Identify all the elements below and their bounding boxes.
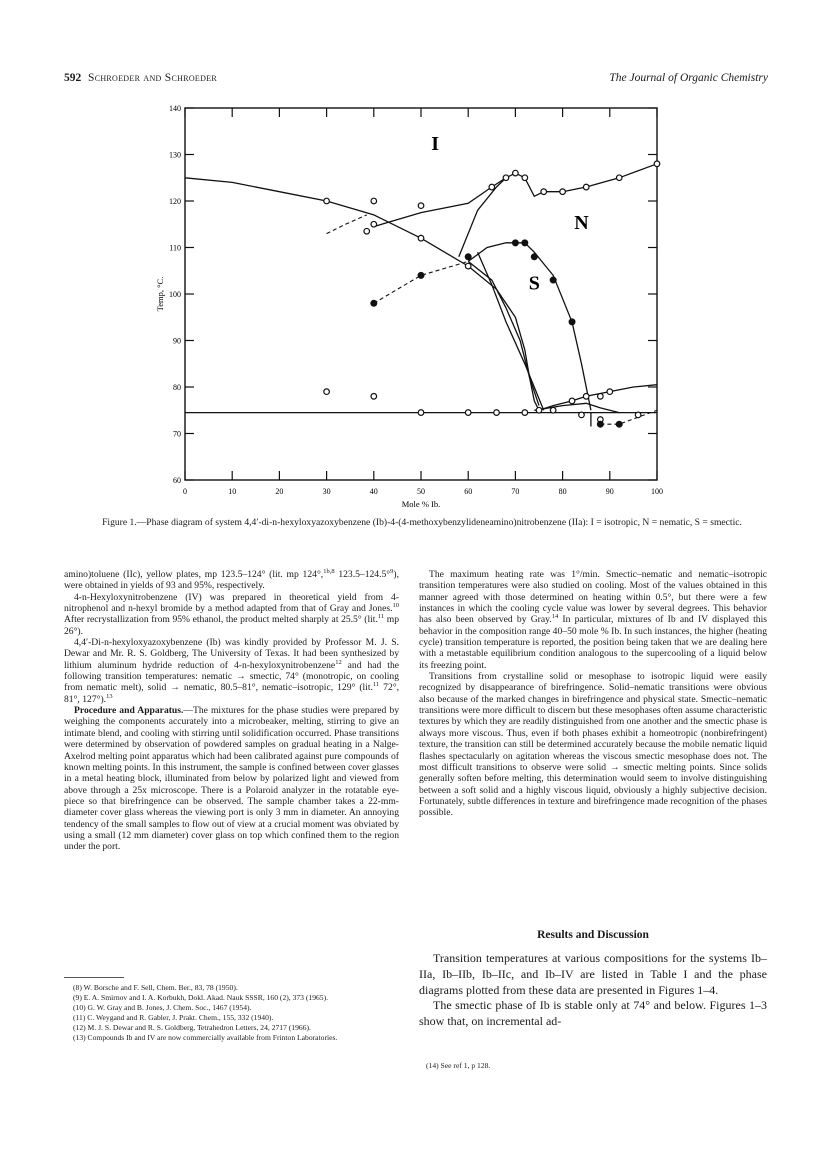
figure-caption: Figure 1.—Phase diagram of system 4,4′-di-n-hexyloxyazoxybenzene (Ib)-4-(4-methoxybenzylideneamino)nitrobenzene (IIa): I = isotropic, N = nematic, S = smectic. (102, 517, 742, 528)
x-tick-label: 50 (417, 487, 425, 496)
data-point-open (522, 175, 528, 181)
footnote: (8) W. Borsche and F. Sell, Chem. Ber., 83, 78 (1950). (73, 983, 238, 992)
paragraph: The smectic phase of Ib is stable only at 74° and below. Figures 1–3 show that, on incremental ad- (419, 998, 767, 1029)
data-point-filled (569, 319, 575, 325)
running-header (64, 72, 768, 90)
footnote: (10) G. W. Gray and B. Jones, J. Chem. Soc., 1467 (1954). (73, 1002, 252, 1012)
data-point-open (494, 410, 500, 416)
footnote: (13) Compounds Ib and IV are now commercially available from Frinton Laboratories. (73, 1032, 338, 1042)
data-point-open (513, 170, 519, 176)
data-point-open (560, 189, 566, 195)
y-tick-label: 120 (169, 197, 181, 206)
data-point-open (598, 394, 604, 400)
data-point-open (583, 394, 589, 400)
x-tick-label: 70 (511, 487, 520, 496)
y-axis-label: Temp, °C. (155, 276, 165, 312)
data-point-filled (465, 254, 471, 260)
data-point-open (489, 184, 495, 190)
x-tick-label: 40 (369, 487, 378, 496)
x-tick-label: 20 (275, 487, 284, 496)
footnote: (11) C. Weygand and R. Gabler, J. Prakt. Chem., 155, 332 (1940). (73, 1012, 274, 1022)
data-point-open (465, 263, 471, 269)
data-point-open (616, 175, 622, 181)
data-point-open (371, 394, 377, 400)
data-point-open (579, 412, 585, 418)
x-tick-label: 100 (651, 487, 663, 496)
data-point-open (536, 407, 542, 413)
data-point-open (607, 389, 613, 395)
data-point-open (418, 410, 424, 416)
paragraph: Procedure and Apparatus.—The mixtures for the phase studies were prepared by weighing the components accurately into a microbeaker, melting, stirring to give an intimate blend, and cooling with stirring until solidification occurred. Phase transitions were determined by observation of powdered samples on gradual heating in a Nalge-Axelrod melting point apparatus which had been calibrated against pure compounds of known melting points. In this instrument, the sample is confined between cover glasses in a metal heating block, illuminated from below by polarized light and viewed from above through a 25x microscope. There is a Polaroid analyzer in the rotatable eye-piece so that birefringence can be observed. The sample chamber takes a 22-mm-diameter cover glass whereas the viewing port is only 3 mm in diameter. An annoying tendency of the small samples to flow out of view at a crucial moment was obviated by using a small (12 mm diameter) cover glass on top which confined them to the region under the port. (64, 705, 399, 853)
region-label: I (431, 132, 440, 155)
dashed-line-upper (327, 215, 367, 234)
liquidus-curve-I-S (185, 178, 539, 410)
data-point-filled (531, 254, 537, 260)
data-point-open (371, 198, 377, 204)
paragraph: Transition temperatures at various compositions for the systems Ib–IIa, Ib–IIb, Ib–IIc, and Ib–IV are listed in Table I and the phase diagrams plotted from these data are presented in Figures 1–4. (419, 951, 767, 997)
data-point-open (364, 228, 370, 234)
paragraph: The maximum heating rate was 1°/min. Smectic–nematic and nematic–isotropic transition temperatures were also studied on cooling. Most of the values obtained in this manner agreed with those determined on heating within 0.5°, but there were a few instances in which the cooling cycle value was lower by several degrees. This behavior has also been observed by Gray.$^{14}$ In particular, mixtures of Ib and IV displayed this behavior in the composition range 40–50 mole % Ib. In such instances, the higher (heating cycle) transition temperature is reported, the position being taken that we are dealing here with a metastable equilibrium condition analogous to the supercooling of a liquid below its freezing point. (419, 569, 767, 671)
region-label: S (528, 272, 540, 295)
data-point-filled (512, 240, 518, 246)
y-tick-label: 130 (169, 150, 181, 160)
footnote-rule (64, 977, 124, 978)
data-point-open (654, 161, 660, 167)
data-point-open (522, 410, 528, 416)
data-point-filled (616, 421, 622, 427)
y-tick-label: 140 (169, 104, 181, 113)
right-column (419, 569, 767, 819)
y-tick-label: 80 (173, 383, 181, 392)
y-tick-label: 70 (173, 429, 181, 439)
left-column (64, 569, 399, 853)
data-point-open (550, 407, 556, 413)
y-tick-label: 60 (173, 476, 181, 485)
data-point-filled (550, 277, 556, 283)
region-label: N (574, 211, 589, 234)
y-tick-label: 110 (169, 243, 181, 253)
data-point-open (569, 398, 575, 404)
phase-diagram-chart (150, 98, 680, 513)
curve-S-N (468, 243, 591, 410)
data-point-open (324, 389, 330, 395)
footnote: (14) See ref 1, p 128. (426, 1061, 491, 1070)
data-point-open (541, 189, 547, 195)
data-point-open (465, 410, 471, 416)
plot-area (185, 108, 657, 480)
dashed-line-lower (374, 261, 468, 303)
curve-right-loop (534, 403, 619, 412)
x-tick-label: 0 (183, 487, 187, 496)
x-tick-label: 60 (464, 487, 473, 496)
x-axis-label: Mole % Ib. (401, 499, 441, 509)
running-authors: Schroeder and Schroeder (88, 72, 217, 84)
data-point-filled (597, 421, 603, 427)
x-tick-label: 10 (228, 487, 237, 496)
footnotes (64, 983, 399, 1042)
footnote: (12) M. J. S. Dewar and R. S. Goldberg, Tetrahedron Letters, 24, 2717 (1966). (73, 1022, 311, 1032)
data-point-open (418, 235, 424, 241)
paragraph: Transitions from crystalline solid or mesophase to isotropic liquid were easily recognized by disappearance of birefringence. Solid–nematic transitions were obvious also because of the marked changes in birefringence and physical state. Smectic–nematic transitions were more difficult to discern but these mesophases often assume characteristic textures by which they are readily distinguished from one another and the smectic phase is always more viscous. Thus, even if both phases exhibit a homeotropic (nonbirefringent) texture, the transition can still be determined accurately because the mobile nematic liquid flashes spectacularly on agitation whereas the viscous smectic mesophase does not. The most difficult transitions to observe were solid → smectic melting points. Since solids generally soften before melting, this determination would seem to involve distinguishing between a soft solid and a highly viscous liquid, obviously a highly subjective decision. Fortunately, subtle differences in texture and birefringence made recognition of the phases possible. (419, 671, 767, 819)
x-tick-label: 90 (605, 487, 614, 496)
footnote: (9) E. A. Smirnov and I. A. Korbukh, Dokl. Akad. Nauk SSSR, 160 (2), 373 (1965). (73, 992, 329, 1002)
results-text (419, 951, 767, 1030)
x-tick-label: 80 (558, 487, 567, 496)
y-tick-label: 90 (173, 336, 181, 346)
data-point-filled (522, 240, 528, 246)
section-title: Results and Discussion (537, 929, 649, 941)
paragraph: amino)toluene (IIc), yellow plates, mp 123.5–124° (lit. mp 124°,$^{1b,8}$ 123.5–124.5°$^9$), were obtained in yields of 93 and 95%, respectively. (64, 567, 399, 592)
data-point-open (503, 175, 509, 181)
y-tick-label: 100 (169, 290, 181, 299)
paragraph: 4,4′-Di-n-hexyloxyazoxybenzene (Ib) was kindly provided by Professor M. J. S. Dewar and Mr. R. S. Goldberg, The University of Texas. It had been synthesized by lithium aluminum hydride reduction of 4-n-hexyloxynitrobenzene$^{12}$ and had the following transition temperatures: nematic → smectic, 74° (monotropic, on cooling from nematic melt), solid → nematic, 80.5–81°, nematic–isotropic, 129° (lit.$^{11}$ 72°, 81°, 127°).$^{13}$ (64, 637, 400, 705)
data-point-filled (371, 300, 377, 306)
data-point-open (371, 221, 377, 227)
paragraph: 4-n-Hexyloxynitrobenzene (IV) was prepared in theoretical yield from 4-nitrophenol and n-hexyl bromide by a method adapted from that of Gray and Jones.$^{10}$ After recrystallization from 95% ethanol, the product melted sharply at 25.5° (lit.$^{11}$ mp 26°). (64, 591, 399, 637)
x-tick-label: 30 (322, 487, 331, 496)
data-point-open (583, 184, 589, 190)
data-point-filled (418, 272, 424, 278)
data-point-open (635, 412, 641, 418)
data-point-open (324, 198, 330, 204)
data-point-open (418, 203, 424, 209)
page-number: 592 (64, 72, 82, 84)
journal-title: The Journal of Organic Chemistry (609, 72, 768, 84)
section-run-in-head: Procedure and Apparatus. (74, 705, 184, 717)
